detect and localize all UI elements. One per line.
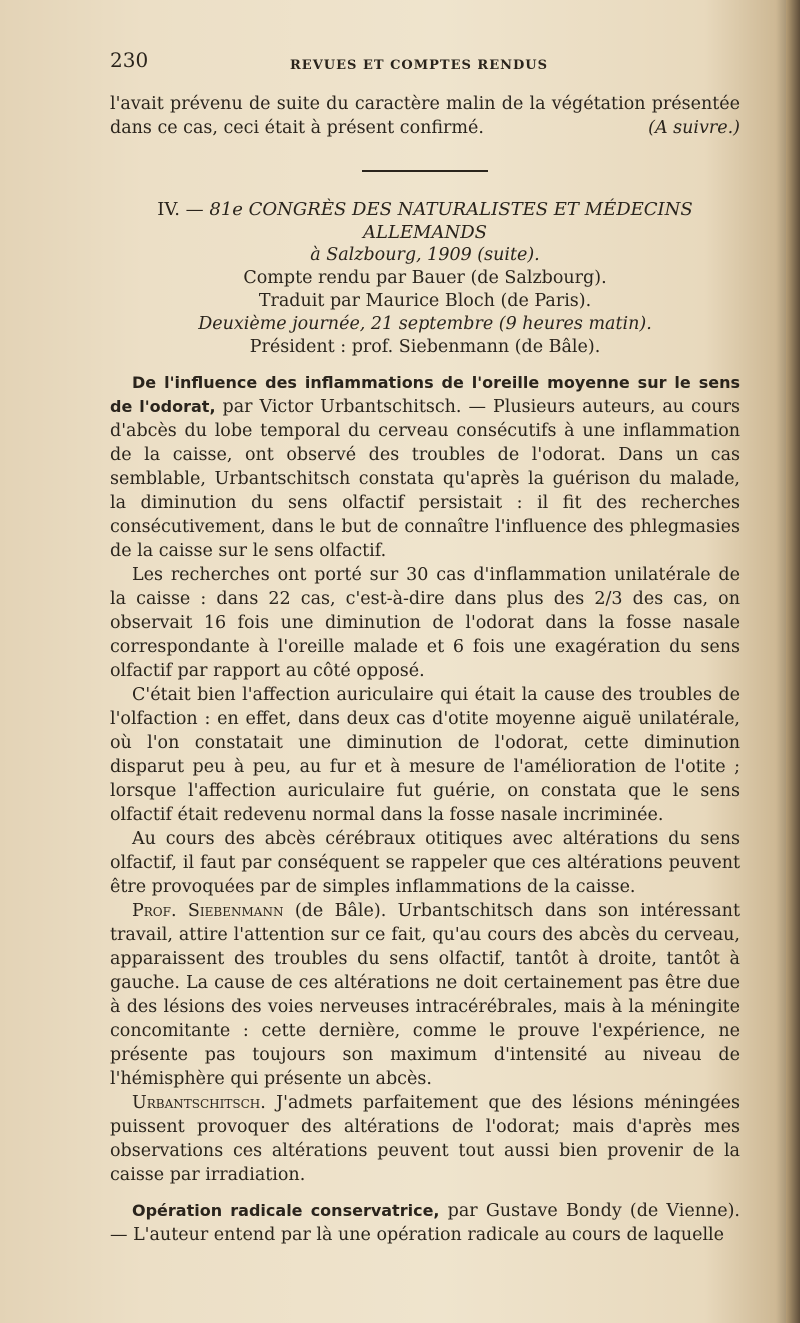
speaker-urbantschitsch: Urbantschitsch. [132, 1093, 266, 1113]
section-title-line-2: ALLEMANDS [363, 222, 487, 243]
article-1-paragraph-2: Les recherches ont porté sur 30 cas d'inflammation unilatérale de la caisse : dans 22 cas, c'est-à-dire dans plus des 2/3 des cas, on observait 16 fois une diminution de l'odorat dans la fosse nasale correspondante à l'oreille malade et 6 fois une exagération du sens olfactif par rapport au côté opposé. [110, 565, 740, 681]
article-1-author: par Victor Urbantschitsch. — [222, 397, 486, 417]
section-day: Deuxième journée, 21 septembre (9 heures matin). [198, 314, 652, 334]
article-1-paragraph-3: C'était bien l'affection auriculaire qui était la cause des troubles de l'olfaction : en effet, dans deux cas d'otite moyenne aiguë unilatérale, où l'on constatait une diminution de l'odorat, cette diminution disparut peu à peu, au fur et à mesure de l'amélioration de l'otite ; lorsque l'affection auriculaire fut guérie, on constata que le sens olfactif était redevenu normal dans la fosse nasale incriminée. [110, 685, 740, 825]
speaker-siebenmann: Prof. Siebenmann [132, 901, 284, 921]
section-translator: Traduit par Maurice Bloch (de Paris). [258, 291, 592, 311]
section-president: Président : prof. Siebenmann (de Bâle). [249, 337, 601, 357]
article-2-title: Opération radicale conservatrice, [132, 1201, 440, 1220]
article-olfaction [110, 371, 740, 1187]
page-edge-shadow [786, 0, 800, 1323]
article-2-paragraph-1 [110, 1199, 740, 1247]
section-rule [362, 170, 488, 172]
article-2-author: par Gustave Bondy (de Vienne). [447, 1201, 740, 1221]
article-1-title: De l'influence des inflammations de l'oreille moyenne sur le sens de l'odorat, [110, 373, 740, 416]
article-1-text-6: J'admets parfaitement que des lésions méningées puissent provoquer des altérations de l'odorat; mais d'après mes observations ces altérations peuvent tout aussi bien provenir de la caisse par irradiation. [110, 1093, 740, 1185]
page-content [110, 40, 740, 1247]
carry-over-paragraph [110, 92, 740, 140]
page-number: 230 [110, 48, 149, 72]
section-heading [110, 198, 740, 359]
section-title-line-1: 81e CONGRÈS DES NATURALISTES ET MÉDECINS [209, 199, 693, 220]
running-title: REVUES ET COMPTES RENDUS [290, 58, 548, 73]
section-number: IV. — [157, 199, 204, 220]
section-report: Compte rendu par Bauer (de Salzbourg). [243, 268, 607, 288]
article-1-text-1: Plusieurs auteurs, au cours d'abcès du lobe temporal du cerveau consécutifs à une inflammation de la caisse, ont observé des troubles de l'odorat. Dans un cas semblable, Urbantschitsch constata qu'après la guérison du malade, la diminution du sens olfactif persistait : il fit des recherches consécutivement, dans le but de connaître l'influence des phlegmasies de la caisse sur le sens olfactif. [110, 397, 741, 561]
article-1-paragraph-6 [110, 1091, 740, 1187]
running-head [110, 40, 740, 73]
article-1-paragraph-4: Au cours des abcès cérébraux otitiques avec altérations du sens olfactif, il faut par conséquent se rappeler que ces altérations peuvent être provoquées par de simples inflammations de la caisse. [110, 829, 740, 897]
article-1-text-5: (de Bâle). Urbantschitsch dans son intéressant travail, attire l'attention sur ce fait, qu'au cours des abcès du cerveau, apparaissent des troubles du sens olfactif, tantôt à droite, tantôt à gauche. La cause de ces altérations ne doit certainement pas être due à des lésions des voies nerveuses intracérébrales, mais à la méningite concomitante : cette dernière, comme le prouve l'expérience, ne présente pas toujours son maximum d'intensité au niveau de l'hémisphère qui présente un abcès. [110, 901, 740, 1089]
article-1-paragraph-5 [110, 899, 740, 1091]
section-title [110, 198, 740, 221]
carry-over-text: l'avait prévenu de suite du caractère malin de la végétation présentée dans ce cas, ceci était à présent confirmé. [110, 94, 740, 138]
article-2-text-1: — L'auteur entend par là une opération radicale au cours de laquelle [110, 1225, 725, 1245]
section-place: à Salzbourg, 1909 (suite). [310, 245, 540, 265]
article-1-paragraph-1 [110, 371, 740, 563]
suite-note: (A suivre.) [648, 118, 740, 138]
article-radical-operation [110, 1199, 740, 1247]
